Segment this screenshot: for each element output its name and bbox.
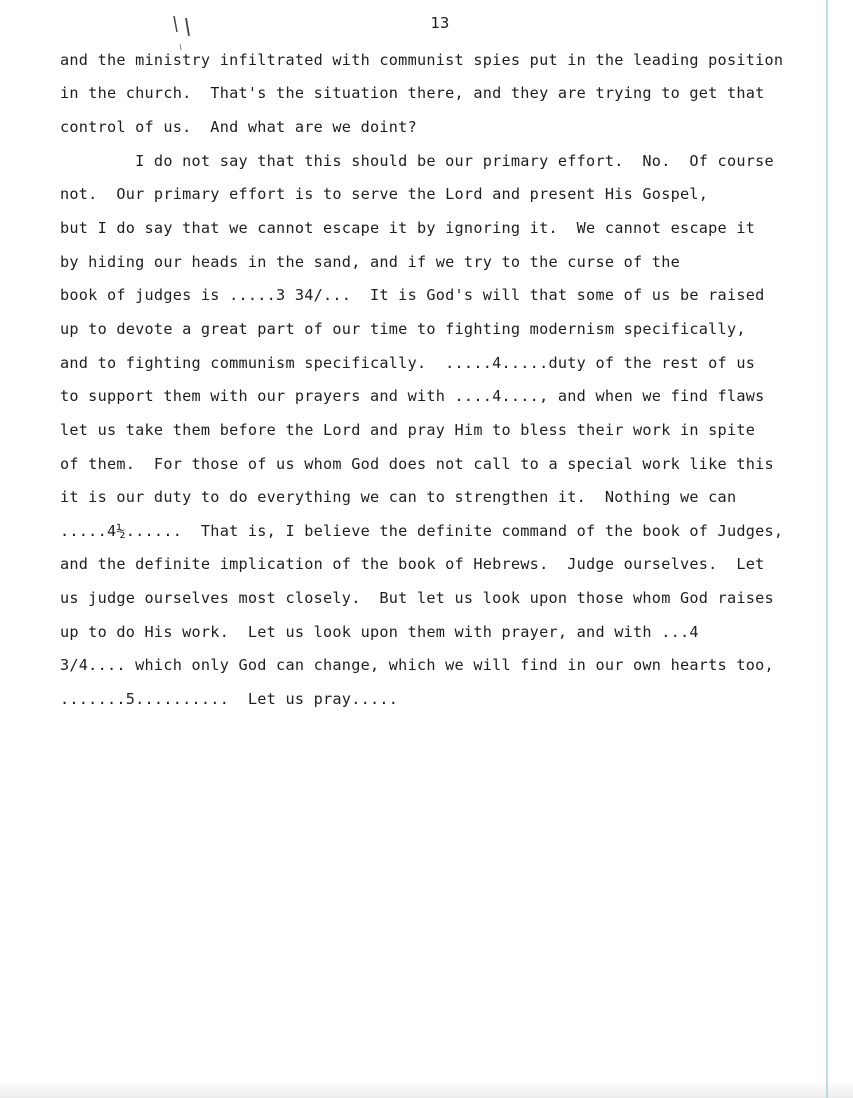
text-line: and the definite implication of the book of Hebrews. Judge ourselves. Let xyxy=(60,555,765,573)
text-line: in the church. That's the situation there, and they are trying to get that xyxy=(60,84,765,102)
text-line: to support them with our prayers and with ....4...., and when we find flaws xyxy=(60,387,765,405)
text-line: .....4½...... That is, I believe the definite command of the book of Judges, xyxy=(60,522,784,540)
text-line: 3/4.... which only God can change, which we will find in our own hearts too, xyxy=(60,656,774,674)
page-edge xyxy=(826,0,828,1098)
text-line: of them. For those of us whom God does not call to a special work like this xyxy=(60,455,774,473)
text-line: us judge ourselves most closely. But let us look upon those whom God raises xyxy=(60,589,774,607)
page-number: 13 xyxy=(430,14,450,32)
text-line: control of us. And what are we doint? xyxy=(60,118,417,136)
text-line: not. Our primary effort is to serve the Lord and present His Gospel, xyxy=(60,185,709,203)
text-line: .......5.......... Let us pray..... xyxy=(60,690,399,708)
text-line: up to do His work. Let us look upon them with prayer, and with ...4 xyxy=(60,623,699,641)
text-line: by hiding our heads in the sand, and if we try to the curse of the xyxy=(60,253,680,271)
text-line: but I do say that we cannot escape it by ignoring it. We cannot escape it xyxy=(60,219,756,237)
scan-shadow xyxy=(0,1080,853,1098)
text-line: it is our duty to do everything we can to strengthen it. Nothing we can xyxy=(60,488,737,506)
text-line: and to fighting communism specifically. .....4.....duty of the rest of us xyxy=(60,354,756,372)
text-line: and the ministry infiltrated with communist spies put in the leading position xyxy=(60,51,784,69)
text-line: up to devote a great part of our time to fighting modernism specifically, xyxy=(60,320,746,338)
text-line: let us take them before the Lord and pray Him to bless their work in spite xyxy=(60,421,756,439)
text-line: book of judges is .....3 34/... It is God's will that some of us be raised xyxy=(60,286,765,304)
text-line: I do not say that this should be our primary effort. No. Of course xyxy=(60,152,774,170)
